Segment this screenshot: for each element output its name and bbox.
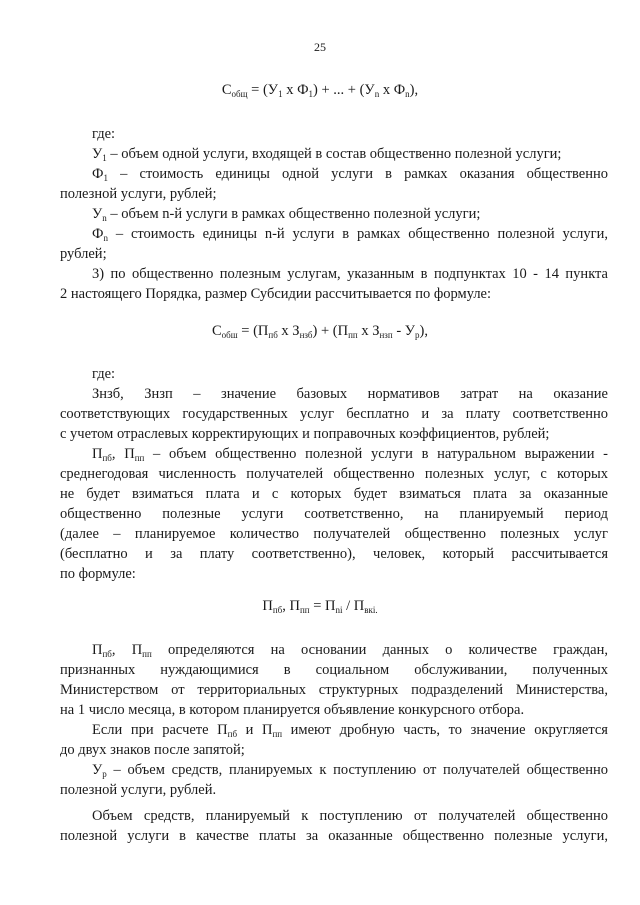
formula-subsidy-paid-free: $С_{обш} = (П_{пб}$ x $З_{нзб}) + (П_{пп}$ x $З_{нзп} - У_р$), bbox=[211, 323, 429, 340]
definition-fn: $Ф_n$ – стоимость единицы n-й услуги в рамках общественно полезной услуги, bbox=[92, 226, 608, 243]
definition-fn-cont: рублей; bbox=[60, 246, 107, 262]
definition-z-line-3: с учетом отраслевых корректирующих и поправочных коэффициентов, рублей; bbox=[60, 426, 550, 442]
item-3-line-1: 3) по общественно полезным услугам, указанным в подпунктах 10 - 14 пункта bbox=[92, 266, 608, 282]
determination-line-3: Министерством от территориальных структурных подразделений Министерства, bbox=[60, 682, 608, 698]
definition-u-line-2: полезной услуги, рублей. bbox=[60, 782, 217, 798]
definition-y1: $У_1$ – объем одной услуги, входящей в состав общественно полезной услуги; bbox=[92, 146, 562, 163]
definition-p-line-1: $П_{пб}$, $П_{пп}$ – объем общественно полезной услуги в натуральном выражении - bbox=[92, 446, 608, 463]
determination-line-2: признанных нуждающимися в социальном обслуживании, полученных bbox=[60, 662, 608, 678]
definition-yn: $У_n$ – объем n-й услуги в рамках общественно полезной услуги; bbox=[92, 206, 481, 223]
definition-f1: $Ф_1$ – стоимость единицы одной услуги в рамках оказания общественно bbox=[92, 166, 608, 183]
formula-recipients: $П_{пб}$, $П_{пп} = П_{ni} / П_{вкi.}$ bbox=[262, 598, 378, 615]
definition-p-line-5: (далее – планируемое количество получателей общественно полезных услуг bbox=[60, 526, 608, 542]
rounding-line-2: до двух знаков после запятой; bbox=[60, 742, 245, 758]
definition-p-line-7: по формуле: bbox=[60, 566, 136, 582]
determination-line-4: на 1 число месяца, в котором планируется объявление конкурсного отбора. bbox=[60, 702, 525, 718]
item-3-line-2: 2 настоящего Порядка, размер Субсидии рассчитывается по формуле: bbox=[60, 286, 492, 302]
volume-line-2: полезной услуги в качестве платы за оказанные общественно полезные услуги, bbox=[60, 828, 608, 844]
definition-p-line-2: среднегодовая численность получателей общественно полезных услуг, с которых bbox=[60, 466, 608, 482]
where-label: где: bbox=[92, 126, 116, 142]
where-label-2: где: bbox=[92, 366, 116, 382]
definition-p-line-4: общественно полезные услуги соответственно, на планируемый период bbox=[60, 506, 608, 522]
definition-z-line-2: соответствующих государственных услуг бесплатно и за плату соответственно bbox=[60, 406, 608, 422]
formula-total-subsidy: $С_{общ} = (У_1$ x $Ф_1$) + ... + ($У_n$ x $Ф_n$), bbox=[221, 82, 419, 99]
definition-p-line-3: не будет взиматься плата и с которых будет взиматься плата за оказанные bbox=[60, 486, 608, 502]
determination-line-1: $П_{пб}$, $П_{пп}$ определяются на основании данных о количестве граждан, bbox=[92, 642, 608, 659]
definition-p-line-6: (бесплатно и за плату соответственно), человек, который рассчитывается bbox=[60, 546, 608, 562]
definition-f1-cont: полезной услуги, рублей; bbox=[60, 186, 217, 202]
rounding-line-1: Если при расчете $П_{пб}$ и $П_{пп}$ имеют дробную часть, то значение округляется bbox=[92, 722, 608, 739]
definition-u-line-1: $У_р$ – объем средств, планируемых к поступлению от получателей общественно bbox=[92, 762, 608, 779]
volume-line-1: Объем средств, планируемый к поступлению от получателей общественно bbox=[92, 808, 608, 824]
page-number: 25 bbox=[314, 40, 326, 54]
definition-z-line-1: Знзб, Знзп – значение базовых нормативов затрат на оказание bbox=[92, 386, 608, 402]
